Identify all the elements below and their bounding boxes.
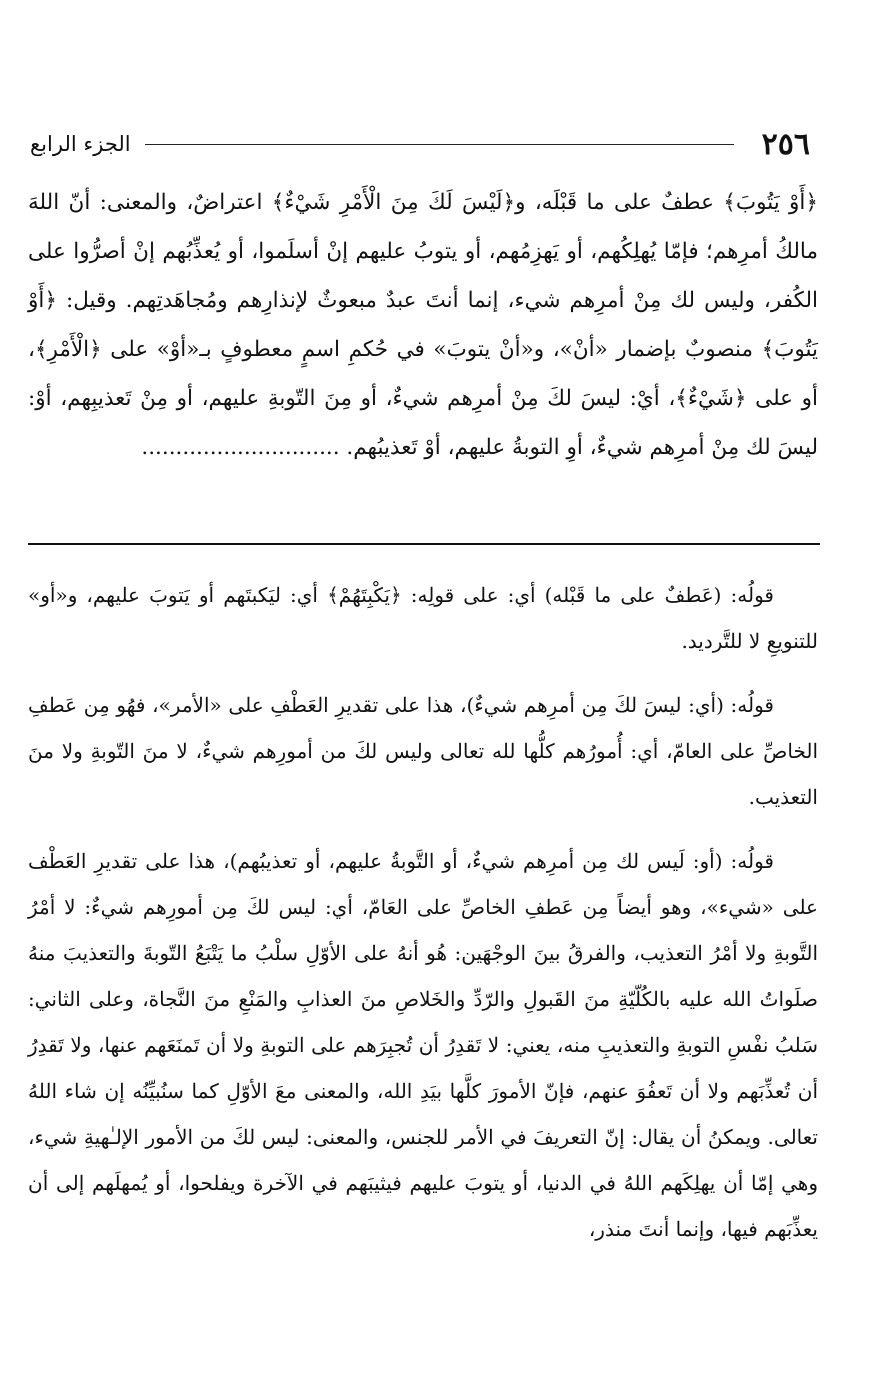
commentary-paragraph-2: قولُه: (أي: ليسَ لكَ مِن أمرِهم شيءٌ)، هذا على تقديرِ العَطْفِ على «الأمر»، فهُو مِن عَطفِ الخاصِّ على العامّ، أي: أُمورُهم كلُّها لله تعالى وليس لكَ من أمورِهم شيءٌ، لا منَ التّوبةِ ولا منَ التعذيب. <box>28 693 819 809</box>
section-divider <box>28 543 820 545</box>
header-rule <box>145 144 734 145</box>
main-text-block <box>28 178 818 472</box>
volume-title: الجزء الرابع <box>30 132 131 156</box>
commentary-block <box>28 572 818 1252</box>
page-number: ٢٥٦ <box>761 126 810 162</box>
page-header <box>30 124 810 164</box>
main-text-paragraph: ﴿أَوْ يَتُوبَ﴾ عطفٌ على ما قَبْلَه، و﴿لَيْسَ لَكَ مِنَ الْأَمْرِ شَيْءٌ﴾ اعتراضٌ، والمعنى: أنّ اللهَ مالكُ أمرِهم؛ فإمّا يُهلِكُهم، أو يَهزِمُهم، أو يتوبُ عليهم إنْ أسلَموا، أو يُعذِّبُهم إنْ أصرُّوا على الكُفر، وليس لك مِنْ أمرِهم شيء، إنما أنتَ عبدٌ مبعوثٌ لإنذارِهم ومُجاهَدتِهم. وقيل: ﴿أَوْ يَتُوبَ﴾ منصوبٌ بإضمار «أنْ»، و«أنْ يتوبَ» في حُكمِ اسمٍ معطوفٍ بـ«أوْ» على ﴿الْأَمْرِ﴾، أو على ﴿شَيْءٌ﴾، أيْ: ليسَ لكَ مِنْ أمرِهم شيءٌ، أو مِنَ التّوبةِ عليهم، أو مِنْ تَعذيبِهم، أوْ: ليسَ لك مِنْ أمرِهم شيءٌ، أوِ التوبةُ عليهم، أوْ تَعذيبُهم. ............................. <box>28 190 818 460</box>
commentary-paragraph-3: قولُه: (أو: لَيس لك مِن أمرِهم شيءٌ، أو التَّوبةُ عليهم، أو تعذيبُهم)، هذا على تقديرِ العَطْف على «شيء»، وهو أيضاً مِن عَطفِ الخاصِّ على العَامّ، أي: ليس لكَ مِن أمورِهم شيءٌ: لا أمْرُ التَّوبةِ ولا أمْرُ التعذيب، والفرقُ بينَ الوجْهَين: هُو أنهُ على الأوّلِ سلْبُ ما يَتْبَعُ التّوبةَ والتعذيبَ منهُ صلَواتُ الله عليه بالكُلّيّةِ منَ القَبولِ والرّدِّ والخَلاصِ منَ العذابِ والمَنْعِ منَ النَّجاة، وعلى الثاني: سَلبُ نفْسِ التوبةِ والتعذيبِ منه، يعني: لا تَقدِرُ أن تُجبِرَهم على التوبةِ ولا أن تَمنَعَهم عنها، ولا تَقدِرُ أن تُعذِّبَهم ولا أن تَعفُوَ عنهم، فإنّ الأمورَ كلَّها بيَدِ الله، والمعنى معَ الأوّلِ كما سنُبيِّنُه إن شاء اللهُ تعالى. ويمكنُ أن يقال: إنّ التعريفَ في الأمر للجنس، والمعنى: ليس لكَ من الأمور الإلـٰهيةِ شيء، وهي إمّا أن يهلِكَهم اللهُ في الدنيا، أو يتوبَ عليهم فيثيبَهم في الآخرة ويفلحوا، أو يُمهلَهم إلى أن يعذِّبَهم فيها، وإنما أنتَ منذر، <box>28 849 819 1241</box>
commentary-paragraph-1: قولُه: (عَطفٌ على ما قَبْله) أي: على قولِه: ﴿يَكْبِتَهُمْ﴾ أي: ليَكبتَهم أو يَتوبَ عليهم، و«أو» للتنويعِ لا للتَّرديد. <box>28 583 818 653</box>
